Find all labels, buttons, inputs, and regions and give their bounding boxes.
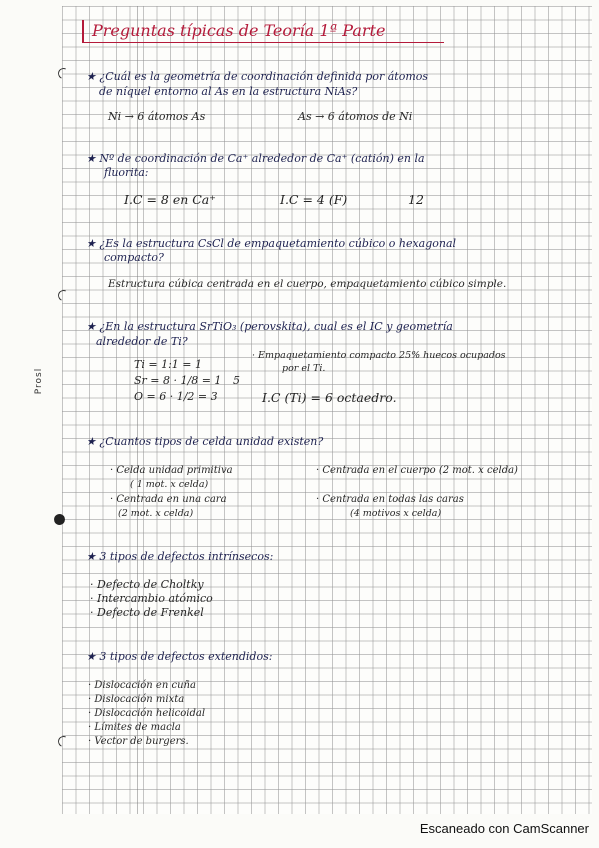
answer-5c: · Centrada en una cara bbox=[110, 494, 227, 505]
question-1-line-2: de níquel entorno al As en la estructura NiAs? bbox=[99, 85, 358, 98]
question-6: ★ 3 tipos de defectos intrínsecos: bbox=[86, 550, 274, 563]
answer-2a: I.C = 8 en Ca⁺ bbox=[124, 192, 216, 207]
answer-4-sr: Sr = 8 · 1/8 = 1 bbox=[134, 374, 222, 387]
answer-7d: · Límites de macla bbox=[88, 722, 181, 733]
answer-1a: Ni → 6 átomos As bbox=[108, 110, 206, 123]
answer-7a: · Dislocación en cuña bbox=[88, 680, 196, 691]
answer-3: Estructura cúbica centrada en el cuerpo, empaquetamiento cúbico simple. bbox=[108, 278, 507, 290]
answer-7e: · Vector de burgers. bbox=[88, 736, 189, 747]
answer-7c: · Dislocación helicoidal bbox=[88, 708, 206, 719]
answer-4-note-2: por el Ti. bbox=[282, 363, 326, 374]
question-1-line-1: ★ ¿Cuál es la geometría de coordinación definida por átomos bbox=[86, 70, 429, 83]
answer-4-o: O = 6 · 1/2 = 3 bbox=[134, 390, 218, 403]
answer-7b: · Dislocación mixta bbox=[88, 694, 185, 705]
question-3-line-2: compacto? bbox=[104, 251, 164, 264]
answer-1b: As → 6 átomos de Ni bbox=[298, 110, 413, 123]
answer-5d: (2 mot. x celda) bbox=[118, 508, 194, 519]
answer-6a: · Defecto de Choltky bbox=[90, 578, 204, 591]
question-7: ★ 3 tipos de defectos extendidos: bbox=[86, 650, 273, 663]
answer-5g: (4 motivos x celda) bbox=[350, 508, 442, 519]
answer-4-ic: I.C (Ti) = 6 octaedro. bbox=[262, 390, 397, 405]
scanner-watermark: Escaneado con CamScanner bbox=[419, 821, 589, 836]
question-4-line-2: alrededor de Ti? bbox=[96, 335, 188, 348]
graph-paper bbox=[62, 6, 592, 814]
page-title: Preguntas típicas de Teoría 1ª Parte bbox=[92, 21, 386, 40]
answer-4-total: 5 bbox=[233, 374, 240, 387]
side-text: Prosl bbox=[34, 367, 45, 395]
answer-2b: I.C = 4 (F) bbox=[280, 192, 348, 207]
answer-5e: · Centrada en el cuerpo (2 mot. x celda) bbox=[316, 465, 518, 476]
answer-4-ti: Ti = 1:1 = 1 bbox=[134, 358, 202, 371]
margin-line bbox=[137, 6, 138, 814]
question-5: ★ ¿Cuantos tipos de celda unidad existen? bbox=[86, 435, 324, 448]
answer-5a: · Celda unidad primitiva bbox=[110, 465, 233, 476]
answer-2c: 12 bbox=[408, 192, 424, 207]
answer-4-note-1: · Empaquetamiento compacto 25% huecos ocupados bbox=[252, 350, 506, 361]
answer-6c: · Defecto de Frenkel bbox=[90, 606, 204, 619]
question-3-line-1: ★ ¿Es la estructura CsCl de empaquetamiento cúbico o hexagonal bbox=[86, 237, 457, 250]
question-4-line-1: ★ ¿En la estructura SrTiO₃ (perovskita), cual es el IC y geometría bbox=[86, 320, 453, 333]
question-2-line-2: fluorita: bbox=[104, 166, 149, 179]
question-2-line-1: ★ Nº de coordinación de Ca⁺ alrededor de Ca⁺ (catión) en la bbox=[86, 152, 425, 165]
answer-5f: · Centrada en todas las caras bbox=[316, 494, 464, 505]
answer-5b: ( 1 mot. x celda) bbox=[130, 479, 209, 490]
answer-6b: · Intercambio atómico bbox=[90, 592, 213, 605]
